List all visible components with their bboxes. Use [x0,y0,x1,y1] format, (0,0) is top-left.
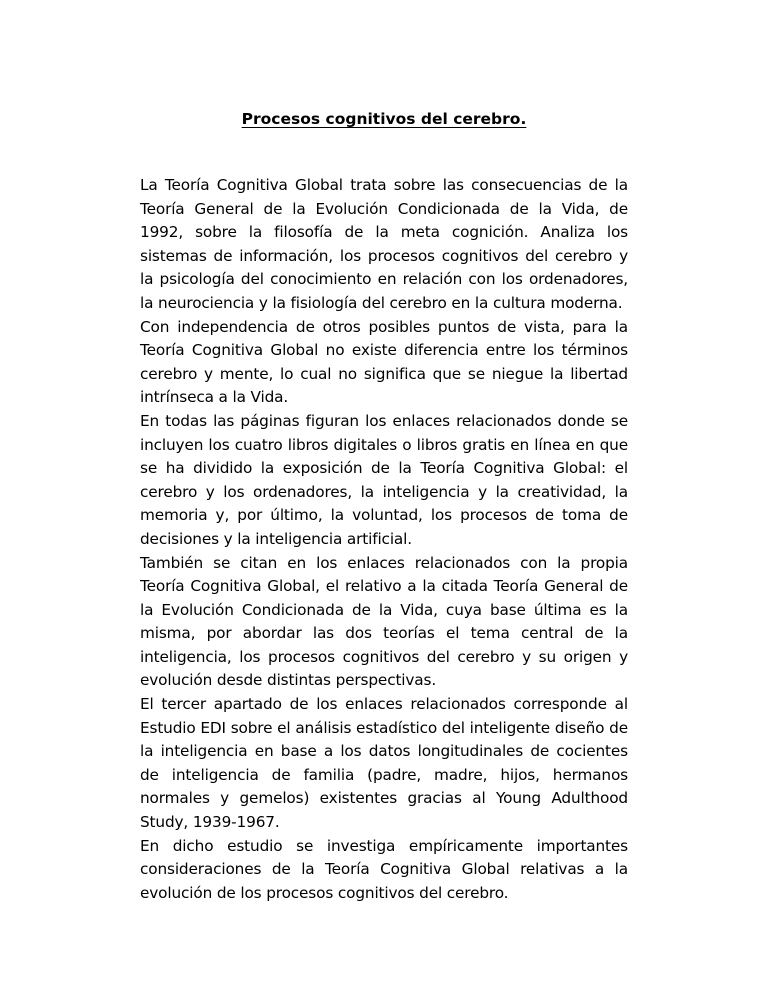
paragraph-4: También se citan en los enlaces relacionados con la propia Teoría Cognitiva Global, el relativo a la citada Teoría General de la Evolución Condicionada de la Vida, cuya base última es la misma, por abordar las dos teorías el tema central de la inteligencia, los procesos cognitivos del cerebro y su origen y evolución desde distintas perspectivas. [140,553,628,690]
paragraph-6: En dicho estudio se investiga empíricamente importantes consideraciones de la Teoría Cognitiva Global relativas a la evolución de los procesos cognitivos del cerebro. [140,836,628,902]
document-title: Procesos cognitivos del cerebro. [241,110,527,128]
document-body [140,174,628,905]
paragraph-5: El tercer apartado de los enlaces relacionados corresponde al Estudio EDI sobre el análisis estadístico del inteligente diseño de la inteligencia en base a los datos longitudinales de cocientes de inteligencia de familia (padre, madre, hijos, hermanos normales y gemelos) existentes gracias al Young Adulthood Study, 1939-1967. [140,695,628,832]
paragraph-1: La Teoría Cognitiva Global trata sobre las consecuencias de la Teoría General de la Evolución Condicionada de la Vida, de 1992, sobre la filosofía de la meta cognición. Analiza los sistemas de información, los procesos cognitivos del cerebro y la psicología del conocimiento en relación con los ordenadores, la neurociencia y la fisiología del cerebro en la cultura moderna. [140,176,628,312]
paragraph-2: Con independencia de otros posibles puntos de vista, para la Teoría Cognitiva Global no existe diferencia entre los términos cerebro y mente, lo cual no significa que se niegue la libertad intrínseca a la Vida. [140,317,628,407]
paragraph-3: En todas las páginas figuran los enlaces relacionados donde se incluyen los cuatro libros digitales o libros gratis en línea en que se ha dividido la exposición de la Teoría Cognitiva Global: el cerebro y los ordenadores, la inteligencia y la creatividad, la memoria y, por último, la voluntad, los procesos de toma de decisiones y la inteligencia artificial. [140,411,628,548]
